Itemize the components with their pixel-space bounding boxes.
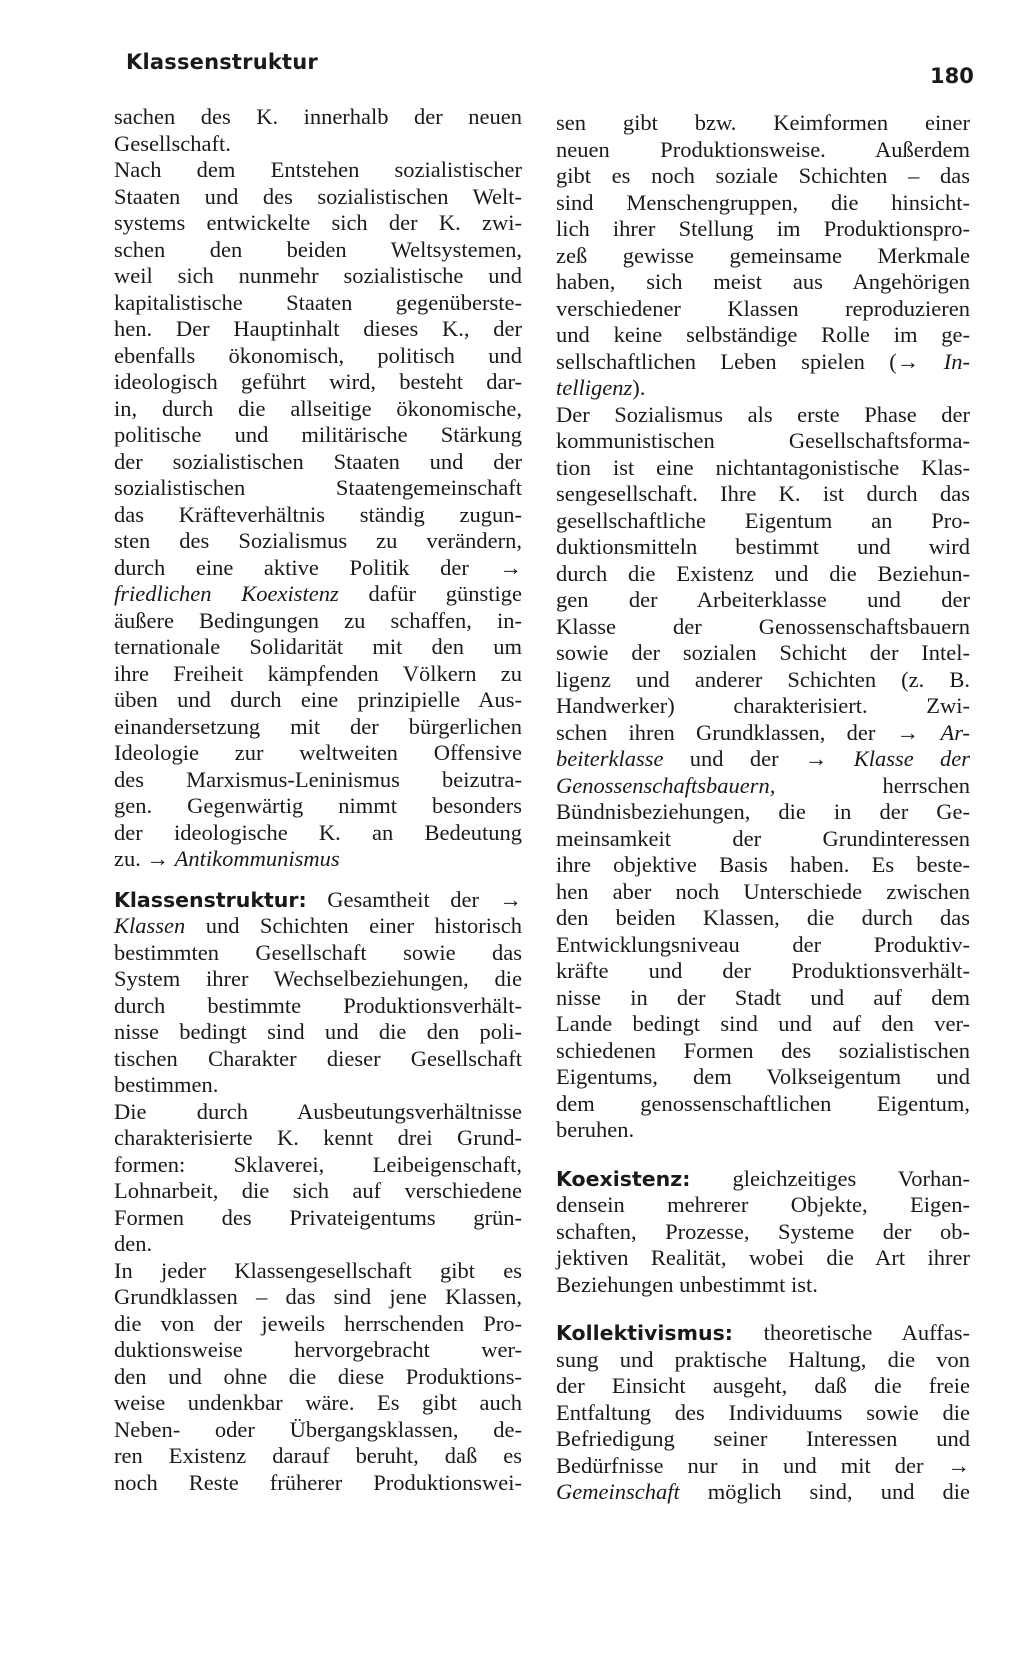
text-line: sowie der sozialen Schicht der Intel-	[556, 640, 970, 665]
text-line: Befriedigung seiner Interessen und	[556, 1426, 970, 1451]
text-line: Bedürfnisse nur in und mit der →	[556, 1452, 970, 1478]
text-line: lich ihrer Stellung im Produktionspro-	[556, 216, 970, 241]
text-line: den.	[114, 1231, 153, 1256]
right-column	[556, 110, 970, 1506]
text-line: ternationale Solidarität mit den um	[114, 634, 522, 659]
text-line	[114, 913, 522, 940]
text-line: neuen Produktionsweise. Außerdem	[556, 136, 970, 162]
page-number: 180	[930, 64, 974, 88]
text-line: Eigentums, dem Volkseigentum und	[556, 1064, 970, 1089]
text-fragment: dafür günstige	[338, 581, 523, 606]
text-line: den und ohne die diese Produktions-	[114, 1363, 522, 1389]
cross-reference-arbeiterklasse[interactable]: Ar-	[940, 719, 970, 745]
text-line: sen gibt bzw. Keimformen einer	[556, 110, 970, 135]
text-line: ideologisch geführt wird, besteht dar-	[114, 369, 522, 394]
text-line: bestimmen.	[114, 1072, 219, 1097]
left-column	[114, 104, 522, 1496]
text-line: jektiven Realität, wobei die Art ihrer	[556, 1245, 970, 1270]
text-fragment: schen ihren Grundklassen, der →	[556, 719, 941, 745]
text-line: Lande bedingt sind und auf den ver-	[556, 1011, 970, 1036]
text-line: kräfte und der Produktionsverhält-	[556, 958, 970, 983]
cross-reference-klasse-der-genossenschaftsbauern[interactable]: Klasse der	[853, 746, 970, 771]
text-fragment: gleichzeitiges Vorhan-	[690, 1165, 970, 1191]
cross-reference-genossenschaftsbauern[interactable]: Genossenschaftsbauern,	[556, 772, 776, 798]
text-line	[556, 1320, 970, 1347]
text-line: weil sich nunmehr sozialistische und	[114, 263, 522, 288]
text-line: sind Menschengruppen, die hinsicht-	[556, 189, 970, 215]
text-line: noch Reste früherer Produktionswei-	[114, 1469, 522, 1495]
text-line: tischen Charakter dieser Gesellschaft	[114, 1045, 522, 1071]
text-fragment: und Schichten einer historisch	[185, 913, 522, 938]
text-line: gen. Gegenwärtig nimmt besonders	[114, 793, 522, 818]
text-line: ihre Freiheit kämpfenden Völkern zu	[114, 660, 522, 686]
text-line: nisse bedingt sind und die den poli-	[114, 1019, 522, 1044]
text-line: kommunistischen Gesellschaftsforma-	[556, 428, 970, 453]
text-line: System ihrer Wechselbeziehungen, die	[114, 966, 522, 991]
text-line: Nach dem Entstehen sozialistischer	[114, 157, 522, 182]
text-line: gibt es noch soziale Schichten – das	[556, 163, 970, 188]
text-line: und keine selbständige Rolle im ge-	[556, 322, 970, 347]
entry-klassenstruktur	[114, 887, 522, 1497]
text-fragment: Gesamtheit der →	[306, 886, 522, 912]
text-line: In jeder Klassengesellschaft gibt es	[114, 1257, 522, 1283]
text-line: durch die Existenz und die Beziehun-	[556, 560, 970, 586]
text-fragment: zu. →	[114, 846, 175, 871]
text-line: Handwerker) charakterisiert. Zwi-	[556, 693, 970, 718]
text-line: ren Existenz darauf beruht, daß es	[114, 1443, 522, 1468]
text-line	[556, 1479, 970, 1506]
text-line: der sozialistischen Staaten und der	[114, 448, 522, 474]
text-line: sengesellschaft. Ihre K. ist durch das	[556, 481, 970, 506]
text-line: den beiden Klassen, die durch das	[556, 905, 970, 930]
cross-reference-intelligenz[interactable]: In-	[943, 348, 970, 374]
text-line: haben, sich meist aus Angehörigen	[556, 269, 970, 294]
running-head: Klassenstruktur	[126, 50, 318, 74]
text-line: sozialistischen Staatengemeinschaft	[114, 475, 522, 500]
text-line: Entwicklungsniveau der Produktiv-	[556, 931, 970, 957]
text-line	[556, 349, 970, 376]
text-line: zeß gewisse gemeinsame Merkmale	[556, 242, 970, 268]
text-line: kapitalistische Staaten gegenüberste-	[114, 289, 522, 315]
text-line: duktionsweise hervorgebracht wer-	[114, 1337, 522, 1362]
text-fragment: theoretische Auffas-	[732, 1320, 970, 1345]
text-line: gesellschaftliche Eigentum an Pro-	[556, 507, 970, 533]
text-line: tion ist eine nichtantagonistische Klas-	[556, 454, 970, 480]
text-line	[556, 1166, 970, 1193]
text-line: Die durch Ausbeutungsverhältnisse	[114, 1098, 522, 1124]
text-line: durch bestimmte Produktionsverhält-	[114, 992, 522, 1018]
text-line	[556, 773, 970, 800]
text-line	[556, 375, 970, 402]
cross-reference-friedliche-koexistenz[interactable]: friedlichen Koexistenz	[114, 581, 339, 606]
text-line: Gesellschaft.	[114, 130, 231, 156]
text-line	[114, 887, 522, 914]
text-fragment: möglich sind, und die	[679, 1479, 970, 1504]
text-line: meinsamkeit der Grundinteressen	[556, 825, 970, 851]
cross-reference-intelligenz-continued[interactable]: telligenz	[556, 375, 633, 400]
text-line: durch eine aktive Politik der →	[114, 554, 522, 580]
text-line: Ideologie zur weltweiten Offensive	[114, 740, 522, 765]
text-line: einandersetzung mit der bürgerlichen	[114, 713, 522, 739]
cross-reference-klassen[interactable]: Klassen	[114, 913, 186, 938]
text-line: in, durch die allseitige ökonomische,	[114, 395, 522, 421]
text-line: beruhen.	[556, 1117, 635, 1142]
text-line: duktionsmitteln bestimmt und wird	[556, 534, 970, 559]
entry-klassenstruktur-continuation	[556, 110, 970, 1144]
text-fragment: ).	[632, 375, 646, 400]
text-line: Neben- oder Übergangsklassen, de-	[114, 1416, 522, 1442]
text-line: hen. Der Hauptinhalt dieses K., der	[114, 316, 522, 341]
text-line	[556, 720, 970, 747]
text-line: äußere Bedingungen zu schaffen, in-	[114, 607, 522, 633]
entry-term-kollektivismus: Kollektivismus:	[556, 1321, 733, 1345]
text-line: weise undenkbar wäre. Es gibt auch	[114, 1390, 522, 1415]
text-line	[114, 846, 522, 873]
entry-koexistenz	[556, 1166, 970, 1299]
text-line: schiedenen Formen des sozialistischen	[556, 1037, 970, 1063]
text-line: Klasse der Genossenschaftsbauern	[556, 613, 970, 639]
text-line: schen den beiden Weltsystemen,	[114, 236, 522, 262]
text-line	[114, 581, 522, 608]
text-line: des Marxismus-Leninismus beizutra-	[114, 766, 522, 792]
text-line: die von der jeweils herrschenden Pro-	[114, 1310, 522, 1336]
text-line: hen aber noch Unterschiede zwischen	[556, 878, 970, 904]
text-line: schaften, Prozesse, Systeme der ob-	[556, 1218, 970, 1244]
text-line: Formen des Privateigentums grün-	[114, 1204, 522, 1230]
text-line: Lohnarbeit, die sich auf verschiedene	[114, 1178, 522, 1203]
text-line: sten des Sozialismus zu verändern,	[114, 528, 522, 553]
cross-reference-antikommunismus[interactable]: Antikommunismus	[174, 846, 340, 871]
text-line: Grundklassen – das sind jene Klassen,	[114, 1284, 522, 1309]
text-line: Beziehungen unbestimmt ist.	[556, 1271, 818, 1297]
entry-term-klassenstruktur: Klassenstruktur:	[114, 887, 307, 912]
text-line: das Kräfteverhältnis ständig zugun-	[114, 501, 522, 527]
text-line: Bündnisbeziehungen, die in der Ge-	[556, 799, 970, 824]
text-line: verschiedener Klassen reproduzieren	[556, 295, 970, 321]
entry-klassenkampf-continuation	[114, 104, 522, 873]
text-line: ligenz und anderer Schichten (z. B.	[556, 666, 970, 692]
cross-reference-arbeiterklasse-continued[interactable]: beiterklasse	[556, 746, 664, 771]
text-line: densein mehrerer Objekte, Eigen-	[556, 1192, 970, 1217]
text-line: formen: Sklaverei, Leibeigenschaft,	[114, 1151, 522, 1177]
text-line: gen der Arbeiterklasse und der	[556, 587, 970, 612]
cross-reference-gemeinschaft[interactable]: Gemeinschaft	[556, 1479, 680, 1504]
text-line: der Einsicht ausgeht, daß die freie	[556, 1373, 970, 1398]
text-line: ihre objektive Basis haben. Es beste-	[556, 852, 970, 877]
text-fragment: herrschen	[775, 772, 970, 798]
text-line: der ideologische K. an Bedeutung	[114, 819, 522, 845]
text-line	[556, 746, 970, 773]
text-line: ebenfalls ökonomisch, politisch und	[114, 342, 522, 368]
text-line: Der Sozialismus als erste Phase der	[556, 401, 970, 427]
entry-kollektivismus	[556, 1320, 970, 1506]
text-line: nisse in der Stadt und auf dem	[556, 984, 970, 1010]
text-line: sung und praktische Haltung, die von	[556, 1346, 970, 1372]
text-line: Staaten und des sozialistischen Welt-	[114, 183, 522, 209]
text-line: dem genossenschaftlichen Eigentum,	[556, 1090, 970, 1116]
text-fragment: und der →	[663, 746, 854, 771]
text-line: sachen des K. innerhalb der neuen	[114, 104, 522, 129]
text-fragment: sellschaftlichen Leben spielen (→	[556, 348, 944, 374]
text-line: charakterisierte K. kennt drei Grund-	[114, 1125, 522, 1150]
text-line: politische und militärische Stärkung	[114, 422, 522, 447]
text-line: systems entwickelte sich der K. zwi-	[114, 210, 522, 235]
entry-term-koexistenz: Koexistenz:	[556, 1166, 691, 1191]
text-line: üben und durch eine prinzipielle Aus-	[114, 687, 522, 712]
text-line: bestimmten Gesellschaft sowie das	[114, 939, 522, 965]
text-line: Entfaltung des Individuums sowie die	[556, 1399, 970, 1425]
